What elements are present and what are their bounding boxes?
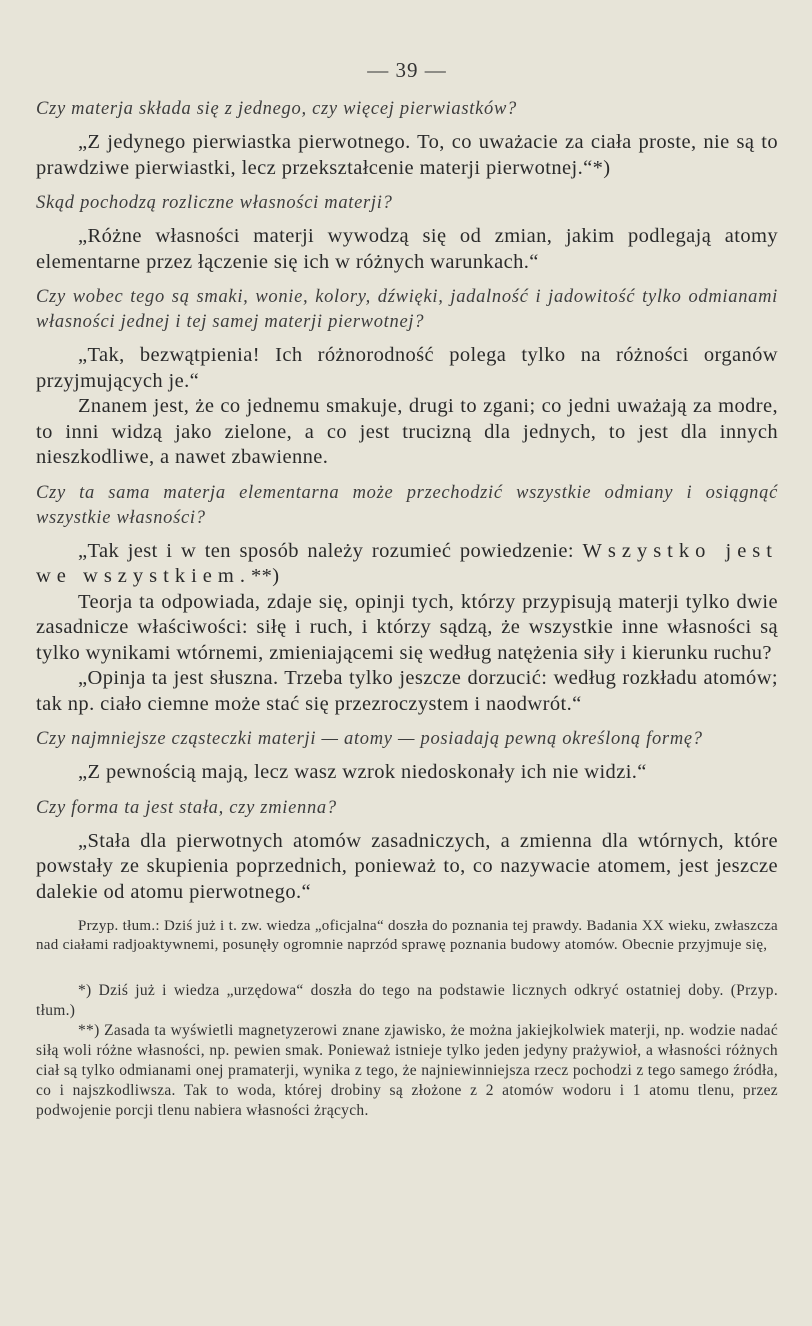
- page-number: — 39 —: [367, 58, 447, 82]
- commentary-paragraph-2: Teorja ta odpowiada, zdaje się, opinji tych, którzy przypisują materji tylko dwie zasadnicze właściwości: siłę i ruch, i którzy sądzą, że wszystkie inne własności są tylko wynikami wtórnemi, zmieniającemi się według natężenia siły i kierunku ruchu?: [36, 590, 778, 664]
- translator-note: Przyp. tłum.: Dziś już i t. zw. wiedza „oficjalna“ doszła do poznania tej prawdy. Badania XX wieku, zwłaszcza nad ciałami radjoaktywnemi, posunęły ogromnie naprzód sprawę poznania budowy atomów. Obecnie przyjmuje się,: [36, 918, 778, 953]
- answer-3: „Tak, bezwątpienia! Ich różnorodność polega tylko na różności organów przyjmujących je.“: [36, 344, 778, 392]
- answer-4-spaced-quote: Wszystko jest we wszystkiem.: [36, 539, 778, 587]
- answer-4-text: „Tak jest i w ten sposób należy rozumieć powiedzenie:: [78, 539, 583, 562]
- question-1: Czy materja składa się z jednego, czy więcej pierwiastków?: [36, 99, 517, 119]
- answer-2: „Różne własności materji wywodzą się od zmian, jakim podlegają atomy elementarne przez łączenie się ich w różnych warunkach.“: [36, 225, 778, 273]
- footnote-1: *) Dziś już i wiedza „urzędowa“ doszła do tego na podstawie licznych odkryć ostatniej doby. (Przyp. tłum.): [36, 982, 778, 1019]
- answer-5: „Opinja ta jest słuszna. Trzeba tylko jeszcze dorzucić: według rozkładu atomów; tak np. ciało ciemne może stać się przezroczystem i naodwrót.“: [36, 667, 778, 715]
- question-4: Czy ta sama materja elementarna może przechodzić wszystkie odmiany i osiągnąć wszystkie własności?: [36, 482, 778, 528]
- answer-4-footnote-mark: **): [250, 565, 280, 587]
- footnote-2: **) Zasada ta wyświetli magnetyzerowi znane zjawisko, że można jakiejkolwiek materji, np. wodzie nadać siłą woli różne własności, np. pewien smak. Ponieważ istnieje tylko jeden jedyny prażywioł, a własności różnych ciał są tylko odmianami onej pramaterji, wynika z tego, że najniewinniejsza rzecz pochodzi z tego samego źródła, co i najszkodliwsza. Tak to woda, której drobiny są złożone z 2 atomów wodoru i 1 atomu tlenu, przez podwojenie porcji tlenu nabiera własności żrących.: [36, 1022, 778, 1119]
- answer-7: „Stała dla pierwotnych atomów zasadniczych, a zmienna dla wtórnych, które powstały ze skupienia poprzednich, ponieważ to, co nazywacie atomem, jest jeszcze dalekie od atomu pierwotnego.“: [36, 829, 778, 903]
- answer-4: [36, 539, 778, 590]
- question-3: Czy wobec tego są smaki, wonie, kolory, dźwięki, jadalność i jadowitość tylko odmianami własności jednej i tej samej materji pierwotnej?: [36, 287, 778, 332]
- commentary-paragraph-1: Znanem jest, że co jednemu smakuje, drugi to zgani; co jedni uważają za modre, to inni widzą jako zielone, a co jest trucizną dla jednych, to jest dla innych nieszkodliwe, a nawet zbawienne.: [36, 395, 778, 468]
- question-2: Skąd pochodzą rozliczne własności materji?: [36, 193, 393, 213]
- answer-1: „Z jedynego pierwiastka pierwotnego. To, co uważacie za ciała proste, nie są to prawdziwe pierwiastki, lecz przekształcenie materji pierwotnej.“*): [36, 131, 778, 179]
- question-5: Czy najmniejsze cząsteczki materji — atomy — posiadają pewną określoną formę?: [36, 729, 703, 749]
- answer-6: „Z pewnością mają, lecz wasz wzrok niedoskonały ich nie widzi.“: [78, 761, 647, 783]
- question-6: Czy forma ta jest stała, czy zmienna?: [36, 797, 337, 818]
- footnotes: [36, 981, 778, 1121]
